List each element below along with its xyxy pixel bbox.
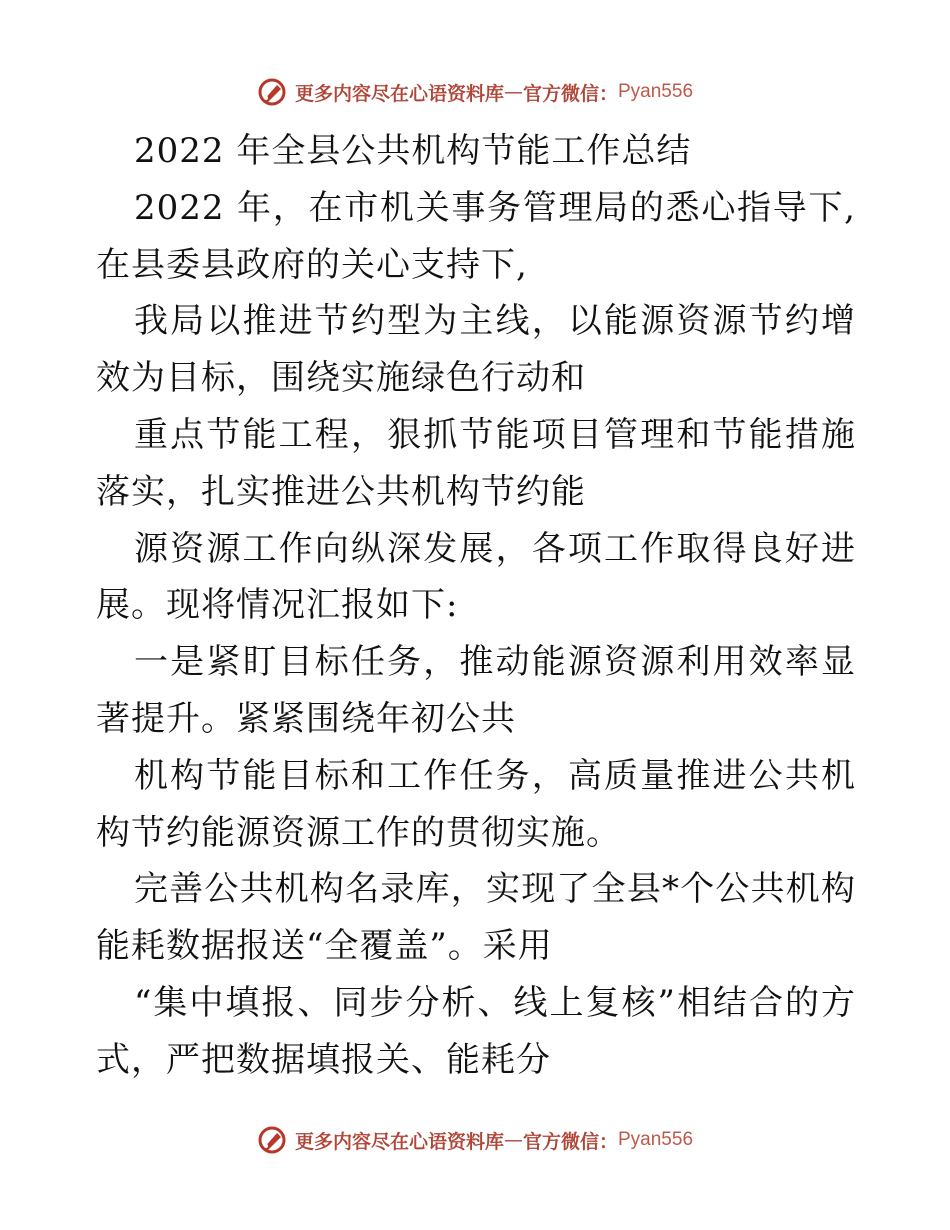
document-title: 2022 年全县公共机构节能工作总结 [134, 131, 692, 171]
paragraph: 我局以推进节约型为主线，以能源资源节约增效为目标，围绕实施绿色行动和 [96, 301, 856, 399]
paragraph: 2022 年，在市机关事务管理局的悉心指导下,在县委县政府的关心支持下, [96, 187, 856, 285]
banner-brand: 更多内容尽在心语资料库 [294, 82, 504, 105]
paragraph: 源资源工作向纵深发展，各项工作取得良好进展。现将情况汇报如下: [96, 528, 856, 626]
pen-logo-icon [257, 77, 287, 107]
paragraph: 重点节能工程，狠抓节能项目管理和节能措施落实，扎实推进公共机构节约能 [96, 414, 856, 512]
banner-account: Pyan556 [618, 81, 694, 102]
banner-separator: — [503, 81, 523, 103]
paragraph: 完善公共机构名录库，实现了全县*个公共机构能耗数据报送“全覆盖”。采用 [96, 869, 856, 967]
banner-brand: 更多内容尽在心语资料库 [294, 1130, 504, 1153]
pen-logo-icon [257, 1125, 287, 1155]
paragraph: 机构节能目标和工作任务，高质量推进公共机构节约能源资源工作的贯彻实施。 [96, 755, 856, 853]
header-banner [0, 72, 950, 112]
paragraph: 一是紧盯目标任务，推动能源资源利用效率显著提升。紧紧围绕年初公共 [96, 642, 856, 739]
footer-banner [0, 1120, 950, 1160]
banner-label: 官方微信： [522, 82, 618, 105]
document-body [96, 123, 856, 1089]
banner-account: Pyan556 [618, 1129, 694, 1150]
banner-separator: — [503, 1129, 523, 1151]
banner-label: 官方微信： [522, 1130, 618, 1153]
paragraph: “集中填报、同步分析、线上复核”相结合的方式，严把数据填报关、能耗分 [96, 982, 856, 1080]
